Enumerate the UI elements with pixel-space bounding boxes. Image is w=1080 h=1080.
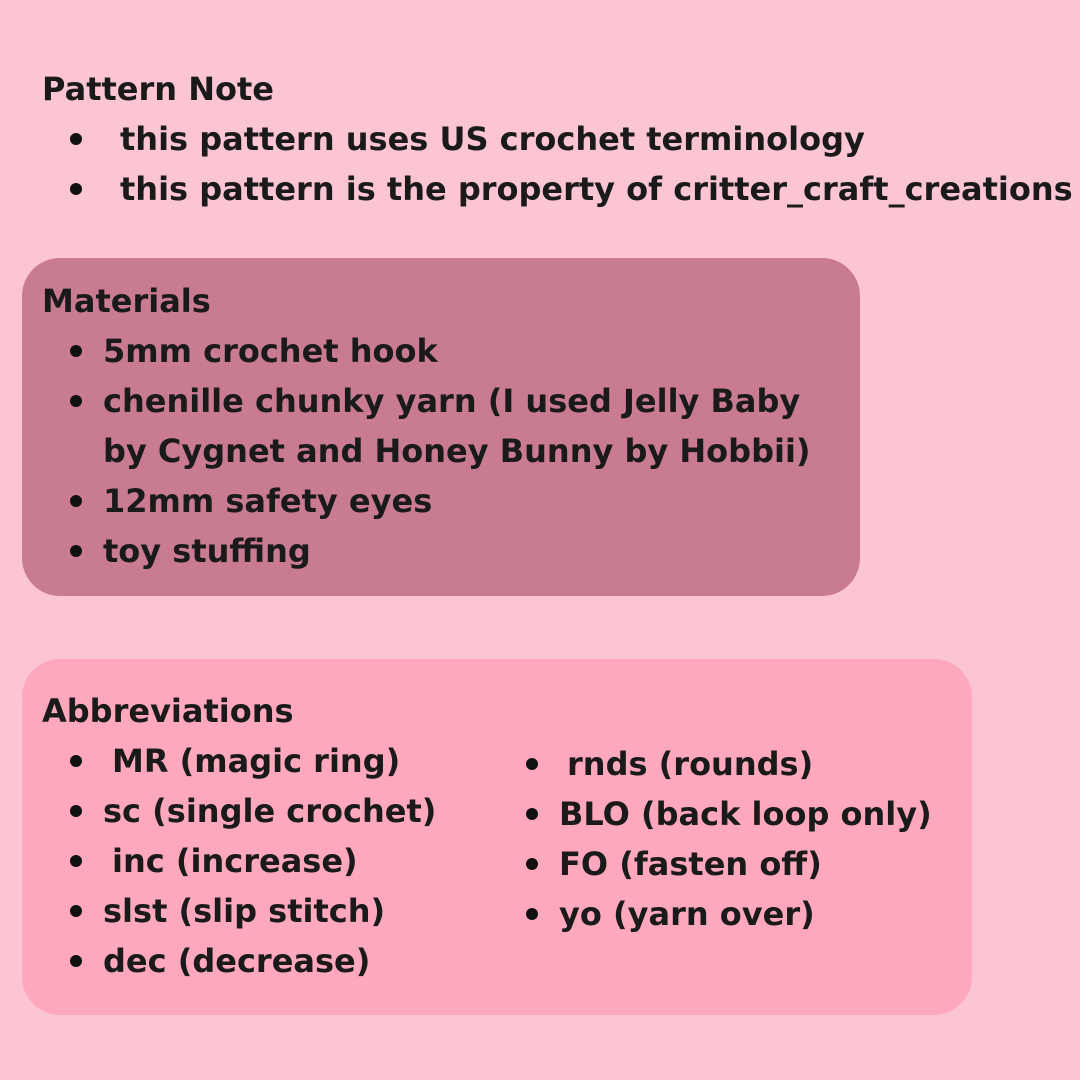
list-item: FO (fasten off) (526, 839, 932, 889)
abbreviations-heading: Abbreviations (42, 692, 294, 730)
bullet-icon (526, 908, 538, 920)
bullet-icon (70, 183, 82, 195)
bullet-icon (70, 545, 82, 557)
bullet-icon (526, 808, 538, 820)
bullet-icon (70, 395, 82, 407)
list-item: this pattern is the property of critter_craft_creations (70, 164, 1073, 214)
list-item: dec (decrease) (70, 936, 436, 986)
pattern-note-list (70, 114, 1073, 214)
bullet-icon (70, 133, 82, 145)
bullet-icon (526, 758, 538, 770)
abbreviations-right-list (526, 739, 932, 939)
pattern-note-heading: Pattern Note (42, 70, 274, 108)
bullet-icon (70, 495, 82, 507)
list-item: 12mm safety eyes (70, 476, 840, 526)
list-item: toy stuffing (70, 526, 840, 576)
bullet-icon (70, 955, 82, 967)
list-item: rnds (rounds) (526, 739, 932, 789)
bullet-icon (70, 855, 82, 867)
bullet-icon (70, 345, 82, 357)
list-item: this pattern uses US crochet terminology (70, 114, 1073, 164)
list-item: yo (yarn over) (526, 889, 932, 939)
bullet-icon (70, 905, 82, 917)
materials-list (70, 326, 840, 576)
bullet-icon (70, 805, 82, 817)
list-item: 5mm crochet hook (70, 326, 840, 376)
abbreviations-left-list (70, 736, 436, 986)
bullet-icon (70, 755, 82, 767)
list-item: chenille chunky yarn (I used Jelly Baby by Cygnet and Honey Bunny by Hobbii) (70, 376, 840, 476)
list-item: sc (single crochet) (70, 786, 436, 836)
list-item: inc (increase) (70, 836, 436, 886)
bullet-icon (526, 858, 538, 870)
list-item: BLO (back loop only) (526, 789, 932, 839)
materials-heading: Materials (42, 282, 211, 320)
list-item: MR (magic ring) (70, 736, 436, 786)
list-item: slst (slip stitch) (70, 886, 436, 936)
